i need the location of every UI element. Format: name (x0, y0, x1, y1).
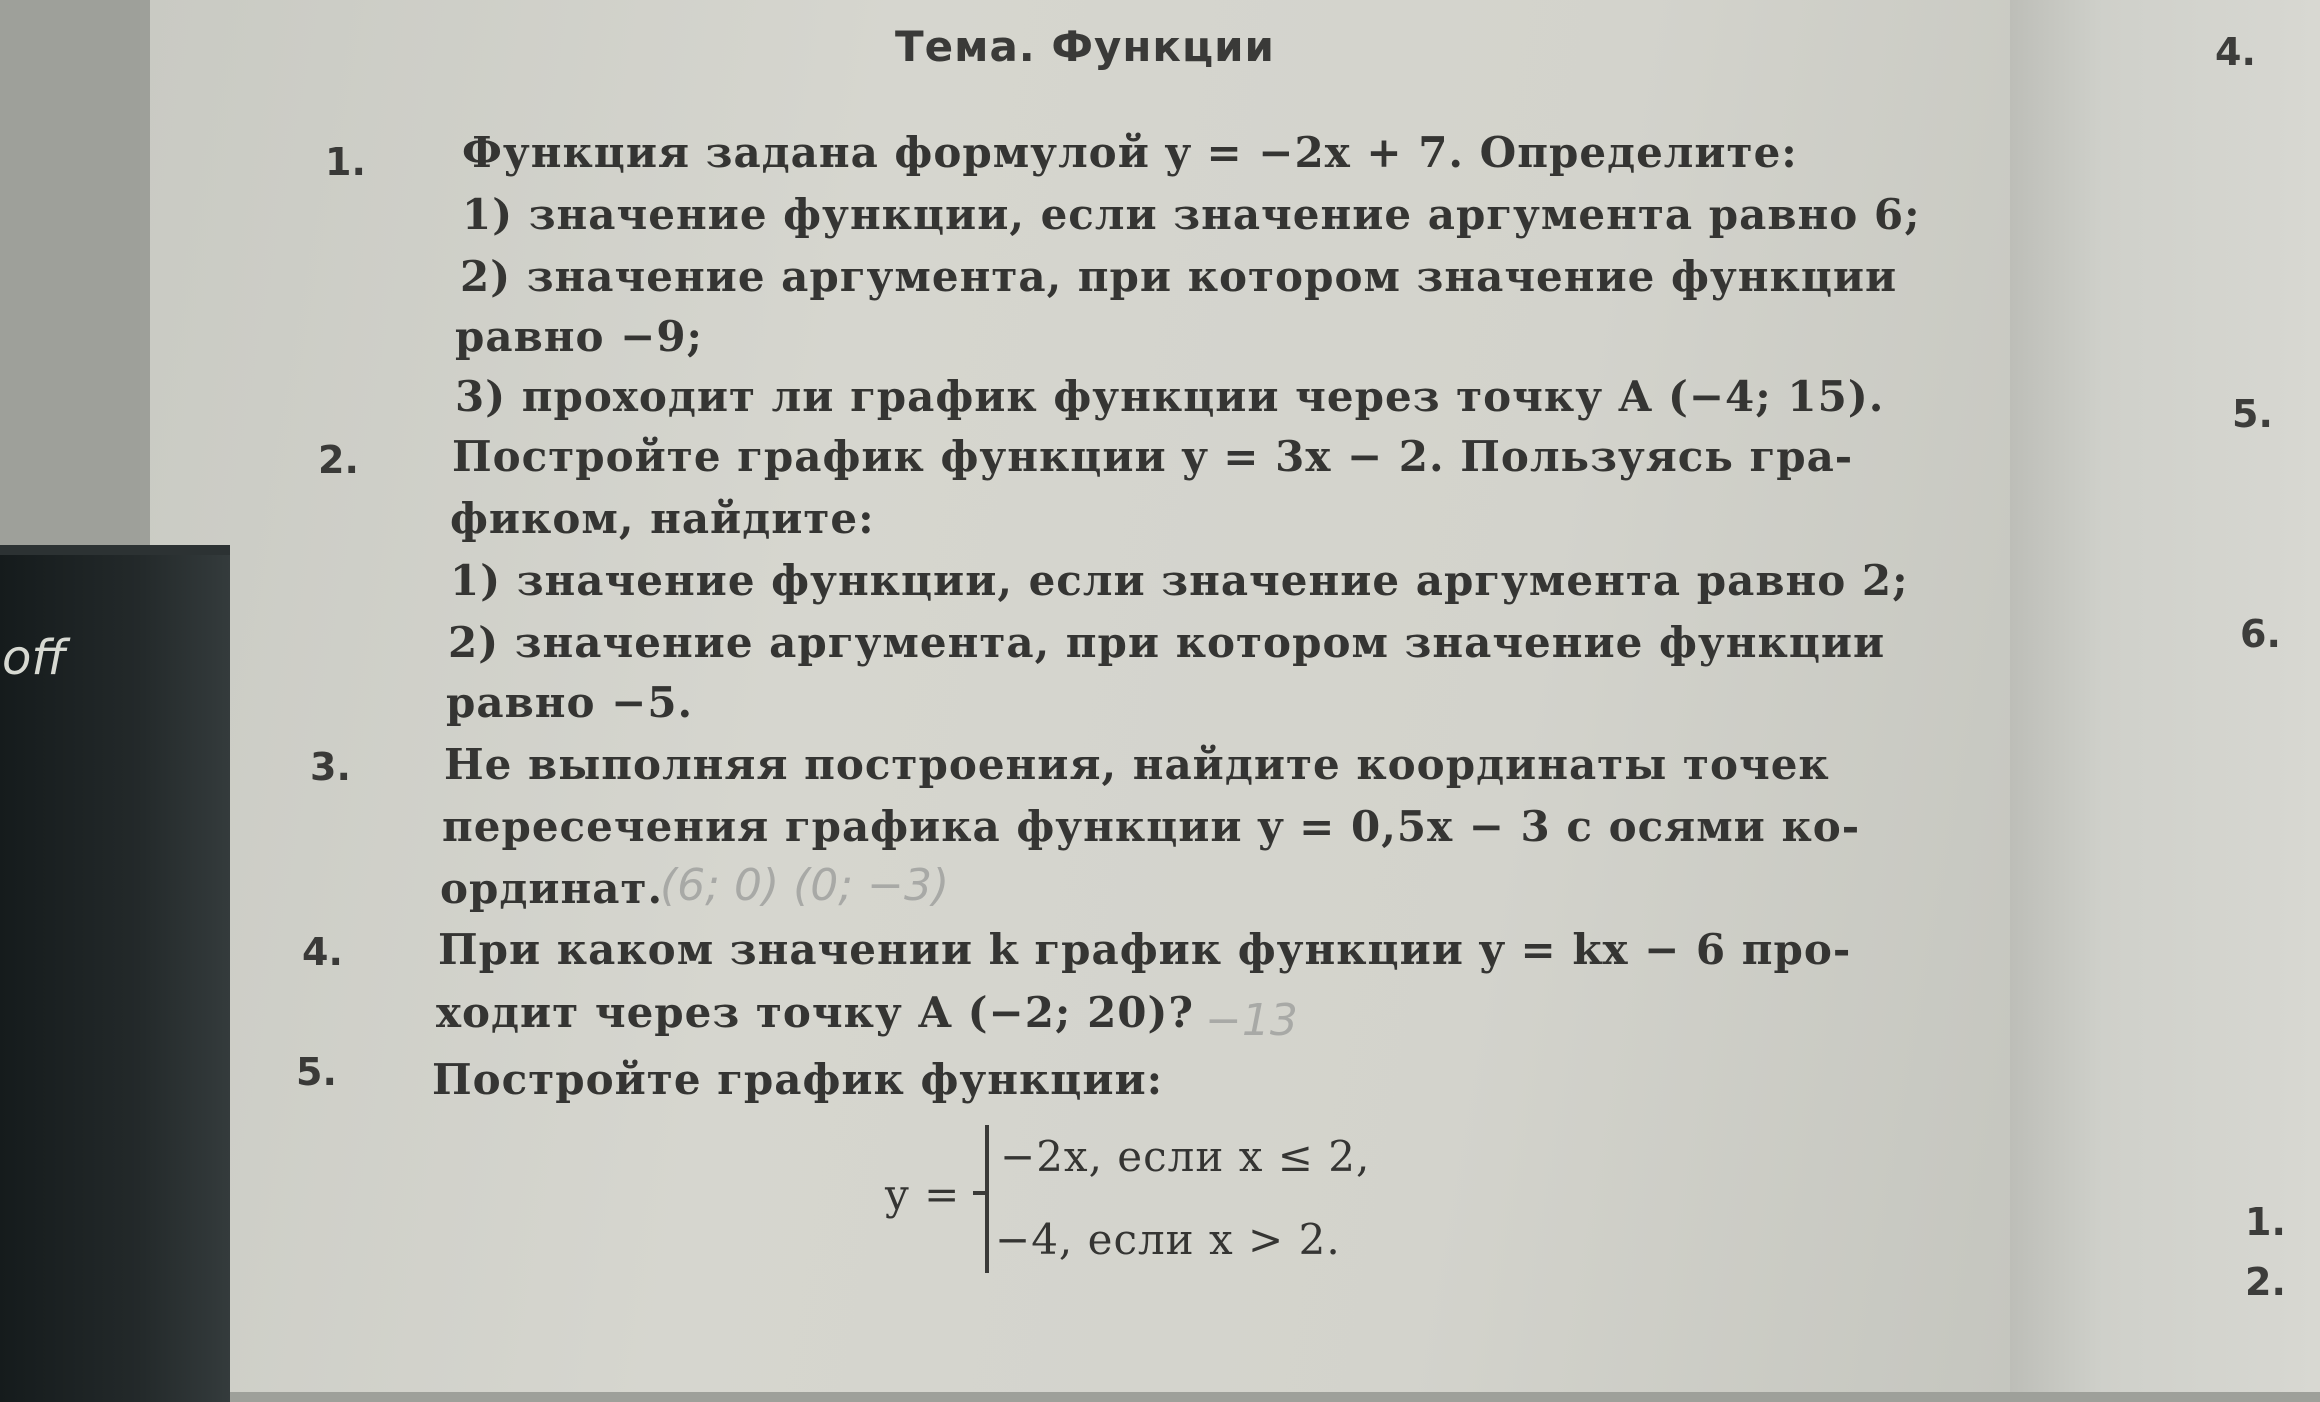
task-line: 2) значение аргумента, при котором значение функции (448, 618, 1886, 667)
task-line: Функция задана формулой y = −2x + 7. Определите: (462, 128, 1798, 177)
task-line: пересечения графика функции y = 0,5x − 3 с осями ко- (442, 802, 1861, 851)
side-number: 2. (2245, 1260, 2286, 1304)
task-line: ординат. (440, 864, 664, 913)
side-number: 1. (2245, 1200, 2286, 1244)
task-line: При каком значении k график функции y = kx − 6 про- (438, 925, 1852, 974)
pencil-note: −13 (1205, 995, 1298, 1046)
piecewise-case-1: −2x, если x ≤ 2, (1000, 1132, 1371, 1181)
task-line: Постройте график функции y = 3x − 2. Пользуясь гра- (452, 432, 1854, 481)
side-number: 4. (2215, 30, 2256, 74)
book-cover-label: off (2, 630, 67, 686)
pencil-note: (6; 0) (0; −3) (660, 860, 950, 911)
task-line: 1) значение функции, если значение аргумента равно 6; (462, 190, 1921, 239)
task-line: Постройте график функции: (432, 1055, 1164, 1104)
task-line: 3) проходит ли график функции через точку A (−4; 15). (455, 372, 1885, 421)
side-number: 5. (2232, 392, 2273, 436)
adjacent-page (2010, 0, 2320, 1392)
task-number: 2. (318, 438, 359, 482)
task-number: 3. (310, 745, 351, 789)
piecewise-case-2: −4, если x > 2. (995, 1215, 1341, 1264)
piecewise-lhs: y = (885, 1170, 961, 1219)
task-line: 2) значение аргумента, при котором значение функции (460, 252, 1898, 301)
task-number: 4. (302, 930, 343, 974)
task-number: 5. (296, 1050, 337, 1094)
task-line: фиком, найдите: (450, 494, 875, 543)
task-number: 1. (325, 140, 366, 184)
task-line: равно −9; (455, 312, 704, 361)
task-line: равно −5. (446, 678, 694, 727)
page-title: Тема. Функции (895, 22, 1275, 71)
task-line: ходит через точку A (−2; 20)? (436, 988, 1194, 1037)
task-line: Не выполняя построения, найдите координаты точек (444, 740, 1830, 789)
task-line: 1) значение функции, если значение аргумента равно 2; (450, 556, 1909, 605)
side-number: 6. (2240, 612, 2281, 656)
